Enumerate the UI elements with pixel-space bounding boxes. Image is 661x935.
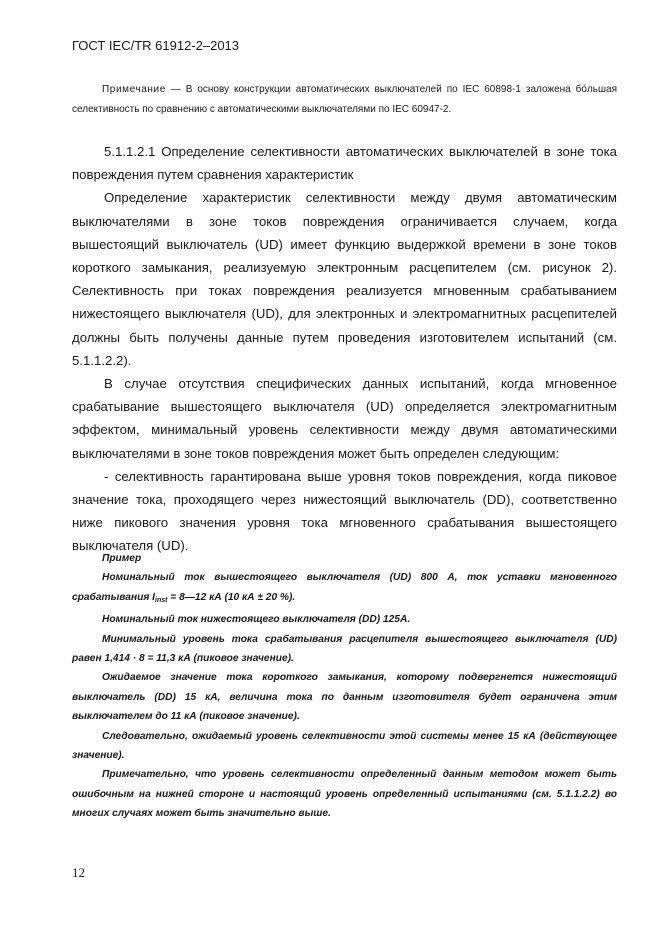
paragraph-3: - селективность гарантирована выше уровня токов повреждения, когда пиковое значение тока, проходящего через нижестоящий выключатель (DD), соответственно ниже пикового значения уровня тока мгновенного срабатывания вышестоящего выключателя (UD). xyxy=(72,468,617,554)
paragraph-1: Определение характеристик селективности между двумя автоматическим выключателями в зоне токов повреждения ограничивается случаем, когда вышестоящий выключатель (UD) имеет функцию выдержкой времени в зоне токов короткого замыкания, реализуемую электронным расцепителем (см. рисунок 2). Селективность при токах повреждения реализуется мгновенным срабатыванием нижестоящего выключателя (UD), для электронных и электромагнитных расцепителей должны быть получены данные путем проведения изготовителем испытаний (см. 5.1.1.2.2). xyxy=(72,190,617,368)
paragraph-2: В случае отсутствия специфических данных испытаний, когда мгновенное срабатывание вышестоящего выключателя (UD) определяется электромагнитным эффектом, минимальный уровень селективности между двумя автоматическими выключателями в зоне токов повреждения может быть определен следующим: xyxy=(72,376,617,461)
section-heading: 5.1.1.2.1 Определение селективности автоматических выключателей в зоне тока повреждения путем сравнения характеристик xyxy=(72,144,617,183)
section-body xyxy=(72,140,617,558)
document-header: ГОСТ IEC/TR 61912-2–2013 xyxy=(72,38,240,53)
example-block xyxy=(72,549,617,824)
example-line-5: Следовательно, ожидаемый уровень селективности этой системы менее 15 кА (действующее значение). xyxy=(72,730,617,762)
page-number: 12 xyxy=(72,865,85,880)
example-line-6: Примечательно, что уровень селективности определенный данным методом может быть ошибочным на нижней стороне и настоящий уровень определенный испытаниями (см. 5.1.1.2.2) во многих случаях может быть значительно выше. xyxy=(72,769,617,820)
example-line-1-text: Номинальный ток вышестоящего выключателя (UD) 800 А, ток уставки мгновенного срабатывания I xyxy=(72,572,617,603)
example-line-1-subscript: inst xyxy=(155,596,168,604)
example-line-4: Ожидаемое значение тока короткого замыкания, которому подвергнется нижестоящий выключатель (DD) 15 кА, величина тока по данным изготовителя будет ограничена этим выключателем до 11 кА (пиковое значение). xyxy=(72,672,617,723)
example-line-1-tail: = 8—12 кА (10 кА ± 20 %). xyxy=(167,591,296,603)
example-line-3: Минимальный уровень тока срабатывания расцепителя вышестоящего выключателя (UD) равен 1,414 · 8 = 11,3 кА (пиковое значение). xyxy=(72,633,617,665)
example-title: Пример xyxy=(102,553,142,564)
note-label: Примечание xyxy=(102,84,166,95)
example-line-1 xyxy=(72,568,617,610)
example-line-2: Номинальный ток нижестоящего выключателя (DD) 125А. xyxy=(102,614,411,626)
note-block xyxy=(72,80,617,120)
note-text: — В основу конструкции автоматических выключателей по IEC 60898-1 заложена бóльшая селективность по сравнению с автоматическими выключателями по IEC 60947-2. xyxy=(72,84,617,115)
